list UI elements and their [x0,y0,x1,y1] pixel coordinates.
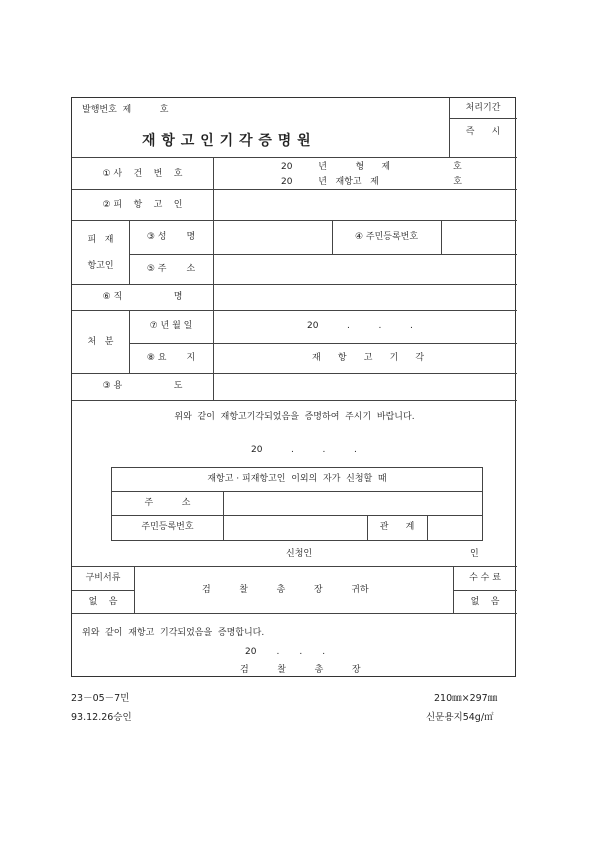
divider [129,220,130,284]
third-party-resident-number-label: 주민등록번호 [141,522,194,532]
divider [449,118,517,119]
gist-label: ⑧ 요 지 [146,353,196,363]
paper-size: 210㎜×297㎜ [434,693,498,704]
divider [72,220,517,221]
certificate-form [71,97,516,677]
case-number-line2: 20 년 재항고 제 호 [281,177,462,187]
third-party-title: 재항고 · 피재항고인 이외의 자가 신청할 때 [207,474,387,484]
position-label: ⑥ 직 명 [102,292,183,302]
appellant-group-label: 항고인 [87,261,114,271]
divider [72,613,517,614]
issuer: 검 찰 총 장 [240,665,361,675]
issue-number-label: 발행번호 제 호 [82,105,169,115]
defendant-label: ② 피 항 고 인 [102,200,183,210]
divider [72,189,517,190]
divider [72,590,134,591]
divider [453,590,517,591]
divider [72,400,517,401]
divider [427,515,428,540]
divider [441,220,442,254]
divider [213,157,214,400]
fee-label: 수 수 료 [469,573,501,583]
page-title: 재 항 고 인 기 각 증 명 원 [142,133,312,149]
purpose-label: ③ 용 도 [102,381,183,391]
date-label: ⑦ 년 월 일 [149,321,193,331]
divider [72,310,517,311]
gist-value: 재 항 고 기 각 [312,353,425,363]
case-number-line1: 20 년 형 제 호 [281,162,462,172]
addressee: 검 찰 총 장 귀하 [202,585,369,595]
processing-period-label: 처리기간 [465,103,501,113]
address-label: ⑤ 주 소 [146,264,196,274]
resident-number-label: ④ 주민등록번호 [354,232,419,242]
paper-type: 신문용지54g/㎡ [426,712,494,723]
processing-period-value: 즉 시 [465,127,501,137]
certification-date: 20 . . . [245,647,326,657]
required-docs-label: 구비서류 [85,573,121,583]
divider [112,491,482,492]
disposition-date: 20 . . . [307,321,413,331]
divider [72,284,517,285]
name-label: ③ 성 명 [146,232,196,242]
form-code: 23－05－7민 [71,693,130,704]
certification-statement: 위와 같이 재항고 기각되었음을 증명합니다. [82,628,265,638]
required-docs-value: 없 음 [88,597,118,607]
approval-date: 93.12.26승인 [71,712,132,723]
appellant-group-label: 피 재 [87,235,114,245]
divider [129,310,130,373]
divider [223,491,224,540]
fee-value: 없 음 [470,597,500,607]
divider [72,373,517,374]
divider [129,254,517,255]
applicant-label: 신청인 [286,549,313,559]
third-party-table [111,467,483,541]
seal-label: 인 [470,549,479,559]
relation-label: 관 계 [379,522,415,532]
divider [72,157,517,158]
divider [129,343,517,344]
request-date: 20 . . . [251,445,357,455]
divider [134,566,135,613]
third-party-address-label: 주 소 [144,498,191,508]
request-statement: 위와 같이 재항고기각되었음을 증명하여 주시기 바랍니다. [174,412,415,422]
case-number-label: ① 사 건 번 호 [102,169,183,179]
disposition-group-label: 처 분 [87,337,114,347]
divider [72,566,517,567]
